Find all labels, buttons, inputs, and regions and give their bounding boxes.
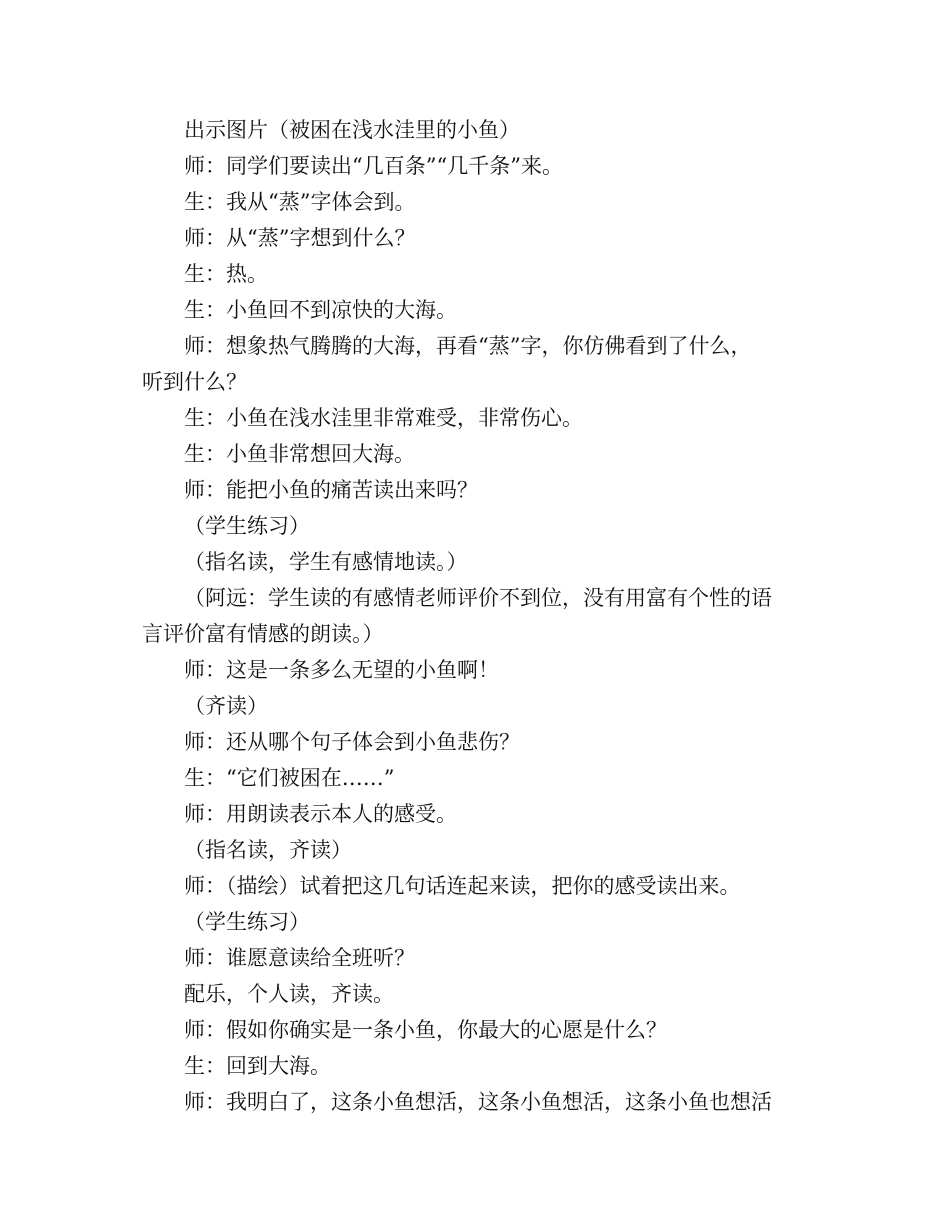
paragraph-line: （学生练习） — [184, 910, 310, 934]
paragraph-line: 生：小鱼在浅水洼里非常难受，非常伤心。 — [184, 406, 583, 430]
paragraph-line: 师：假如你确实是一条小鱼，你最大的心愿是什么？ — [184, 1018, 667, 1042]
paragraph-line: 师：想象热气腾腾的大海，再看“蒸”字，你仿佛看到了什么， — [184, 334, 752, 358]
paragraph-line: （指名读，齐读） — [184, 838, 352, 862]
paragraph-line: 师：同学们要读出“几百条”“几千条”来。 — [184, 154, 563, 178]
paragraph-line: 师：能把小鱼的痛苦读出来吗？ — [184, 478, 478, 502]
paragraph-line: （学生练习） — [184, 514, 310, 538]
paragraph-line: 生：小鱼回不到凉快的大海。 — [184, 298, 457, 322]
paragraph-line: 师：还从哪个句子体会到小鱼悲伤？ — [184, 730, 520, 754]
paragraph-line: 生：“它们被困在……” — [184, 766, 395, 790]
document-body — [142, 112, 812, 1120]
paragraph-line: （指名读，学生有感情地读。） — [184, 550, 468, 574]
paragraph-line: 配乐，个人读，齐读。 — [184, 982, 394, 1006]
paragraph-line: 师：我明白了，这条小鱼想活，这条小鱼想活，这条小鱼也想活 — [184, 1090, 772, 1114]
paragraph-line: （阿远：学生读的有感情老师评价不到位，没有用富有个性的语 — [184, 586, 772, 610]
paragraph-line: （齐读） — [184, 694, 268, 718]
paragraph-line: 出示图片（被困在浅水洼里的小鱼） — [184, 118, 520, 142]
paragraph-line: 言评价富有情感的朗读。） — [142, 622, 384, 646]
paragraph-line: 师：从“蒸”字想到什么？ — [184, 226, 416, 250]
paragraph-line: 师：这是一条多么无望的小鱼啊！ — [184, 658, 499, 682]
paragraph-line: 师：谁愿意读给全班听？ — [184, 946, 415, 970]
paragraph-line: 生：热。 — [184, 262, 268, 286]
paragraph-line: 师：用朗读表示本人的感受。 — [184, 802, 457, 826]
paragraph-line: 听到什么？ — [142, 370, 247, 394]
paragraph-line: 生：我从“蒸”字体会到。 — [184, 190, 416, 214]
paragraph-line: 生：小鱼非常想回大海。 — [184, 442, 415, 466]
paragraph-line: 生：回到大海。 — [184, 1054, 331, 1078]
paragraph-line: 师：（描绘）试着把这几句话连起来读，把你的感受读出来。 — [184, 874, 741, 898]
